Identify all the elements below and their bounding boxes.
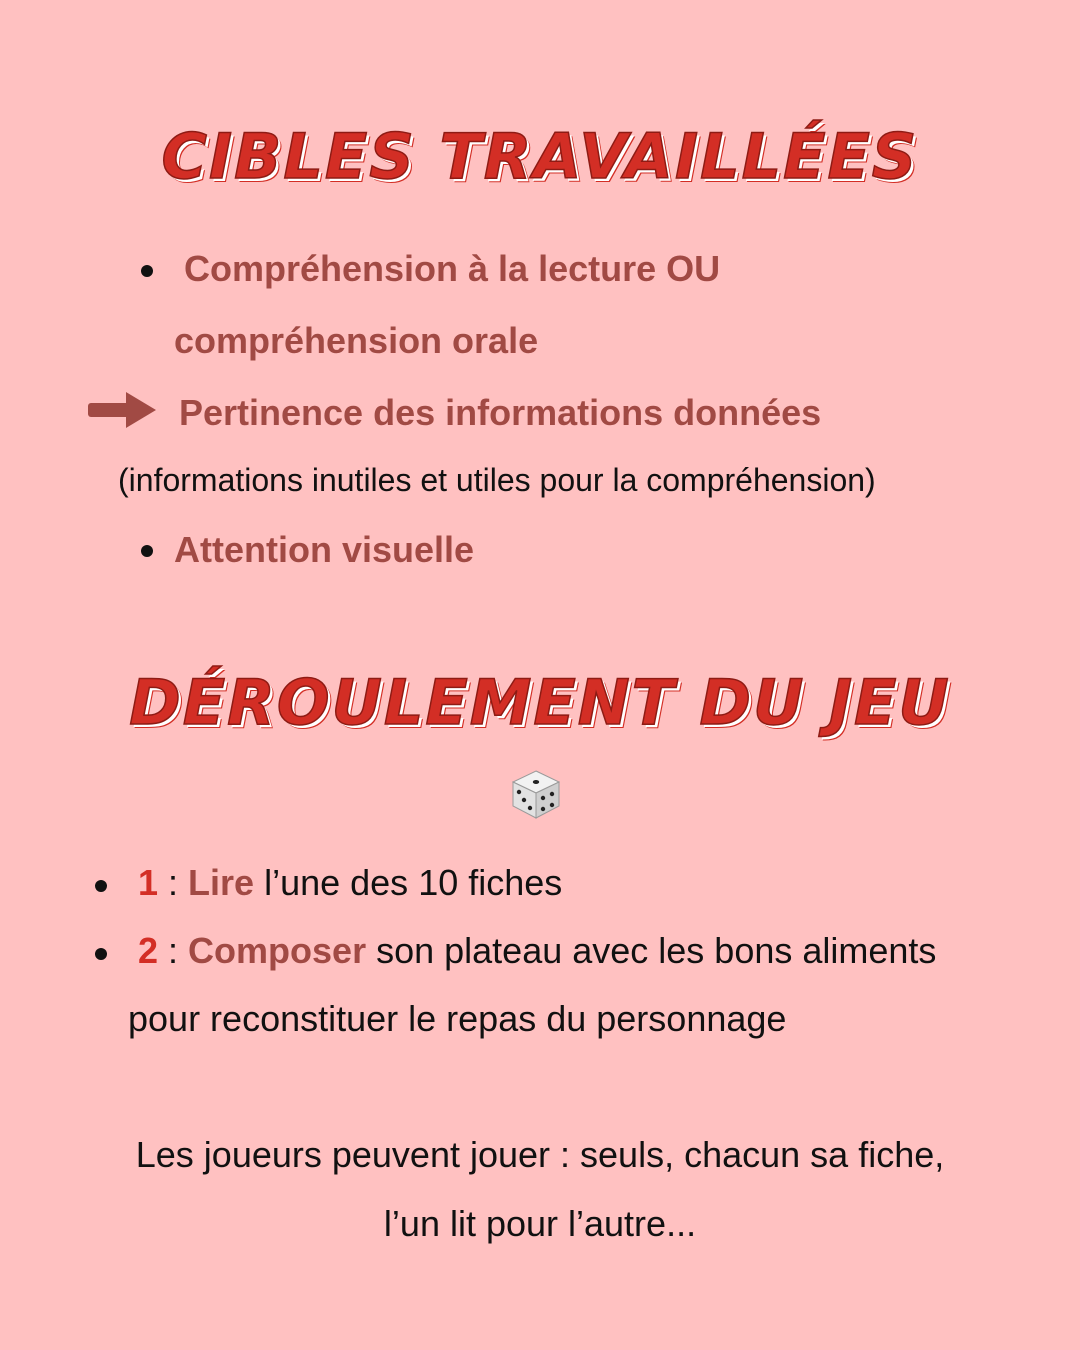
step-separator: : — [158, 930, 189, 971]
section-title-deroulement: DÉROULEMENT DU JEU — [129, 666, 951, 739]
step-text: son plateau avec les bons aliments — [366, 930, 937, 971]
step-verb: Lire — [188, 862, 255, 903]
dice-icon — [510, 768, 562, 820]
bullet-dot — [141, 265, 153, 277]
right-arrow-icon — [88, 392, 158, 428]
bullet-dot — [95, 880, 107, 892]
step-separator: : — [158, 862, 189, 903]
step-1 — [138, 862, 562, 904]
step-text: l’une des 10 fiches — [254, 862, 563, 903]
players-note-line1: Les joueurs peuvent jouer : seuls, chacun sa fiche, — [135, 1134, 945, 1175]
step-number: 1 — [138, 862, 159, 903]
players-note-line2: l’un lit pour l’autre... — [383, 1203, 697, 1244]
bullet-dot — [141, 545, 153, 557]
pertinence-note: (informations inutiles et utiles pour la compréhension) — [118, 462, 876, 498]
section-title-cibles: CIBLES TRAVAILLÉES — [161, 120, 919, 193]
step-2-line2: pour reconstituer le repas du personnage — [128, 998, 787, 1039]
bullet-dot — [95, 948, 107, 960]
target-item-attention: Attention visuelle — [174, 529, 475, 570]
step-verb: Composer — [188, 930, 367, 971]
step-2 — [138, 930, 936, 972]
target-item-comprehension-line2: compréhension orale — [174, 320, 539, 361]
target-item-pertinence: Pertinence des informations données — [179, 392, 822, 433]
step-number: 2 — [138, 930, 159, 971]
target-item-comprehension: Compréhension à la lecture OU — [184, 248, 721, 289]
